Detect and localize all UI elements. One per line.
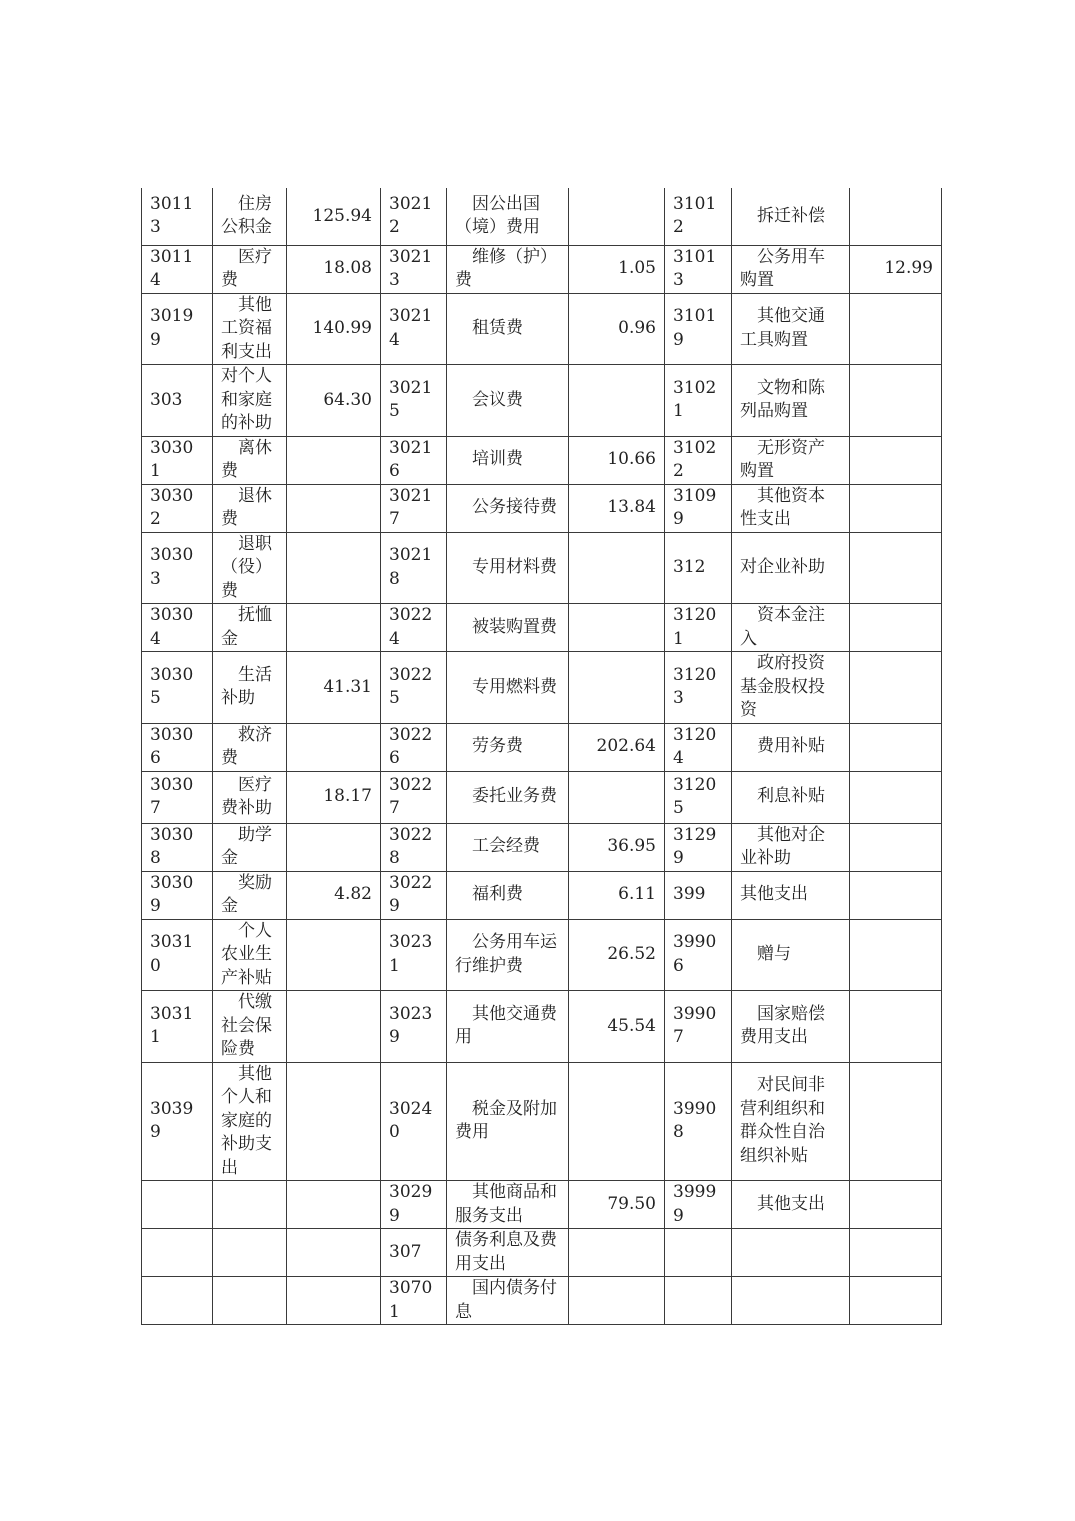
code-cell: 31201 [665,604,732,652]
code-cell: 30218 [381,532,447,604]
amount-cell: 12.99 [850,245,942,293]
item-name-cell: 对个人和家庭的补助 [213,365,287,437]
table-row [142,1277,942,1325]
code-cell: 30239 [381,991,447,1063]
code-cell: 31012 [665,188,732,245]
code-cell [665,1229,732,1277]
code-cell [142,1277,213,1325]
code-cell: 30226 [381,723,447,771]
item-name-cell: 其他资本性支出 [732,484,850,532]
item-name-cell: 医疗费补助 [213,771,287,823]
code-cell: 30214 [381,293,447,365]
code-cell: 30299 [381,1181,447,1229]
item-name-cell: 会议费 [447,365,569,437]
amount-cell [850,652,942,724]
code-cell: 30240 [381,1062,447,1181]
amount-cell [287,436,381,484]
item-name-cell: 其他工资福利支出 [213,293,287,365]
item-name-cell: 国内债务付息 [447,1277,569,1325]
amount-cell [287,532,381,604]
code-cell: 30303 [142,532,213,604]
table-row [142,1181,942,1229]
code-cell: 31205 [665,771,732,823]
code-cell: 30113 [142,188,213,245]
amount-cell [850,991,942,1063]
table-row [142,293,942,365]
item-name-cell: 福利费 [447,871,569,919]
amount-cell [569,188,665,245]
expenditure-table [141,188,942,1325]
table-row [142,723,942,771]
amount-cell [850,823,942,871]
item-name-cell: 公务用车购置 [732,245,850,293]
code-cell: 30301 [142,436,213,484]
item-name-cell [213,1277,287,1325]
item-name-cell: 其他支出 [732,871,850,919]
amount-cell: 79.50 [569,1181,665,1229]
amount-cell [287,1229,381,1277]
item-name-cell: 代缴社会保险费 [213,991,287,1063]
item-name-cell: 个人农业生产补贴 [213,919,287,991]
item-name-cell: 税金及附加费用 [447,1062,569,1181]
item-name-cell: 专用材料费 [447,532,569,604]
amount-cell [850,365,942,437]
table-row [142,245,942,293]
amount-cell [569,604,665,652]
table-row [142,188,942,245]
amount-cell [569,1277,665,1325]
item-name-cell: 其他对企业补助 [732,823,850,871]
code-cell: 30305 [142,652,213,724]
table-row [142,652,942,724]
amount-cell [287,1181,381,1229]
code-cell: 31013 [665,245,732,293]
amount-cell: 41.31 [287,652,381,724]
code-cell: 30311 [142,991,213,1063]
item-name-cell: 退职（役）费 [213,532,287,604]
amount-cell [850,1181,942,1229]
amount-cell [287,1277,381,1325]
item-name-cell: 抚恤金 [213,604,287,652]
amount-cell: 0.96 [569,293,665,365]
item-name-cell: 国家赔偿费用支出 [732,991,850,1063]
item-name-cell: 债务利息及费用支出 [447,1229,569,1277]
amount-cell: 202.64 [569,723,665,771]
amount-cell [850,188,942,245]
item-name-cell: 培训费 [447,436,569,484]
code-cell: 30307 [142,771,213,823]
amount-cell: 1.05 [569,245,665,293]
code-cell: 31099 [665,484,732,532]
table-row [142,919,942,991]
code-cell: 39907 [665,991,732,1063]
amount-cell [569,1229,665,1277]
item-name-cell: 劳务费 [447,723,569,771]
item-name-cell: 住房公积金 [213,188,287,245]
code-cell: 31204 [665,723,732,771]
item-name-cell: 被装购置费 [447,604,569,652]
code-cell: 30229 [381,871,447,919]
item-name-cell: 离休费 [213,436,287,484]
amount-cell [850,604,942,652]
amount-cell: 13.84 [569,484,665,532]
table-row [142,871,942,919]
item-name-cell: 其他支出 [732,1181,850,1229]
item-name-cell: 对民间非营利组织和群众性自治组织补贴 [732,1062,850,1181]
code-cell: 31022 [665,436,732,484]
code-cell: 39999 [665,1181,732,1229]
item-name-cell: 委托业务费 [447,771,569,823]
amount-cell [287,604,381,652]
amount-cell: 36.95 [569,823,665,871]
amount-cell: 45.54 [569,991,665,1063]
item-name-cell: 专用燃料费 [447,652,569,724]
item-name-cell: 其他交通工具购置 [732,293,850,365]
code-cell: 399 [665,871,732,919]
table-row [142,1062,942,1181]
amount-cell [569,652,665,724]
code-cell: 30217 [381,484,447,532]
amount-cell: 4.82 [287,871,381,919]
code-cell: 31019 [665,293,732,365]
code-cell: 30701 [381,1277,447,1325]
amount-cell [850,723,942,771]
item-name-cell: 政府投资基金股权投资 [732,652,850,724]
amount-cell: 18.08 [287,245,381,293]
code-cell: 307 [381,1229,447,1277]
table-row [142,771,942,823]
item-name-cell: 维修（护）费 [447,245,569,293]
item-name-cell: 公务接待费 [447,484,569,532]
code-cell: 30215 [381,365,447,437]
code-cell: 30309 [142,871,213,919]
amount-cell [569,365,665,437]
amount-cell [850,1229,942,1277]
amount-cell [287,919,381,991]
code-cell: 30213 [381,245,447,293]
table-row [142,436,942,484]
amount-cell [287,723,381,771]
table-row [142,365,942,437]
amount-cell [850,771,942,823]
code-cell: 303 [142,365,213,437]
item-name-cell: 助学金 [213,823,287,871]
code-cell: 31203 [665,652,732,724]
amount-cell [287,484,381,532]
table-row [142,823,942,871]
code-cell: 30306 [142,723,213,771]
item-name-cell: 因公出国（境）费用 [447,188,569,245]
code-cell: 31299 [665,823,732,871]
code-cell: 30399 [142,1062,213,1181]
table-row [142,604,942,652]
item-name-cell: 利息补贴 [732,771,850,823]
code-cell: 312 [665,532,732,604]
code-cell: 39908 [665,1062,732,1181]
code-cell [142,1229,213,1277]
amount-cell [287,1062,381,1181]
amount-cell [287,991,381,1063]
amount-cell [850,293,942,365]
item-name-cell: 无形资产购置 [732,436,850,484]
code-cell: 30225 [381,652,447,724]
table-row [142,1229,942,1277]
amount-cell [287,823,381,871]
table-row [142,991,942,1063]
code-cell: 39906 [665,919,732,991]
amount-cell [850,919,942,991]
code-cell: 30212 [381,188,447,245]
item-name-cell: 拆迁补偿 [732,188,850,245]
amount-cell [850,1062,942,1181]
item-name-cell: 资本金注入 [732,604,850,652]
item-name-cell: 退休费 [213,484,287,532]
code-cell [142,1181,213,1229]
amount-cell: 140.99 [287,293,381,365]
item-name-cell [213,1181,287,1229]
amount-cell [850,436,942,484]
amount-cell: 10.66 [569,436,665,484]
table-row [142,532,942,604]
amount-cell: 64.30 [287,365,381,437]
code-cell: 30302 [142,484,213,532]
code-cell: 30231 [381,919,447,991]
code-cell: 30228 [381,823,447,871]
item-name-cell: 租赁费 [447,293,569,365]
amount-cell [569,532,665,604]
code-cell: 30227 [381,771,447,823]
item-name-cell: 生活补助 [213,652,287,724]
amount-cell: 26.52 [569,919,665,991]
item-name-cell [732,1277,850,1325]
item-name-cell: 公务用车运行维护费 [447,919,569,991]
amount-cell [569,771,665,823]
code-cell: 30199 [142,293,213,365]
item-name-cell [732,1229,850,1277]
code-cell: 30310 [142,919,213,991]
item-name-cell: 对企业补助 [732,532,850,604]
code-cell: 30224 [381,604,447,652]
amount-cell [850,871,942,919]
item-name-cell [213,1229,287,1277]
table-row [142,484,942,532]
item-name-cell: 奖励金 [213,871,287,919]
item-name-cell: 费用补贴 [732,723,850,771]
amount-cell: 6.11 [569,871,665,919]
amount-cell [850,1277,942,1325]
item-name-cell: 其他交通费用 [447,991,569,1063]
code-cell [665,1277,732,1325]
item-name-cell: 赠与 [732,919,850,991]
item-name-cell: 医疗费 [213,245,287,293]
table-body [142,188,942,1325]
code-cell: 30114 [142,245,213,293]
amount-cell [569,1062,665,1181]
code-cell: 30304 [142,604,213,652]
code-cell: 31021 [665,365,732,437]
code-cell: 30216 [381,436,447,484]
item-name-cell: 文物和陈列品购置 [732,365,850,437]
item-name-cell: 救济费 [213,723,287,771]
amount-cell: 18.17 [287,771,381,823]
code-cell: 30308 [142,823,213,871]
item-name-cell: 其他商品和服务支出 [447,1181,569,1229]
amount-cell: 125.94 [287,188,381,245]
item-name-cell: 其他个人和家庭的补助支出 [213,1062,287,1181]
amount-cell [850,532,942,604]
amount-cell [850,484,942,532]
item-name-cell: 工会经费 [447,823,569,871]
